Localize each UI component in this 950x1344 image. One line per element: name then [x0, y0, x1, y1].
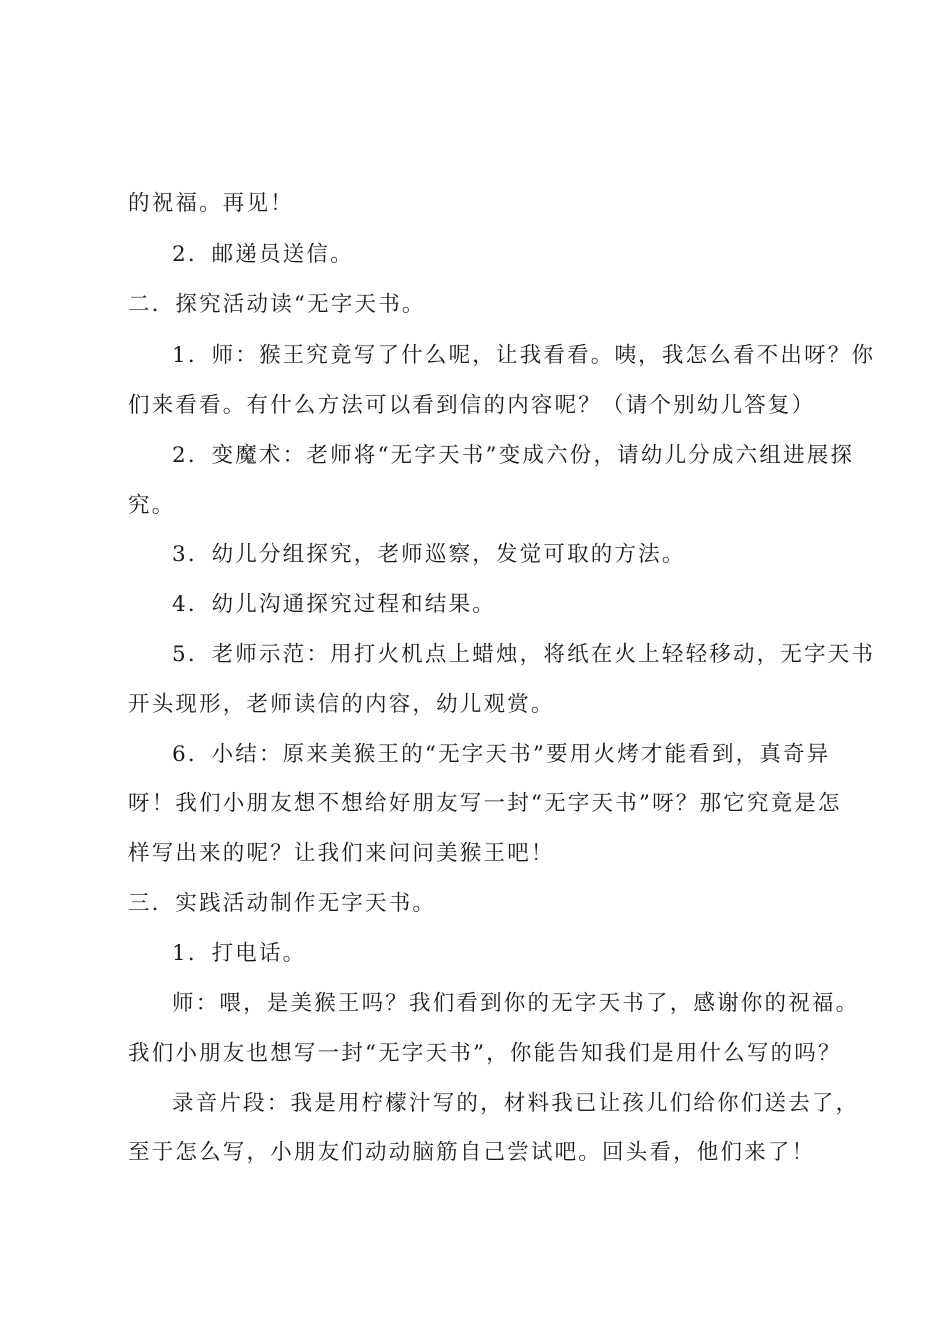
paragraph-line: 录音片段：我是用柠檬汁写的，材料我已让孩儿们给你们送去了， [172, 1091, 860, 1116]
list-item: 2．邮递员送信。 [172, 242, 354, 267]
text-line: 们来看看。有什么方法可以看到信的内容呢？（请个别幼儿答复） [128, 393, 816, 418]
list-item: 3．幼儿分组探究，老师巡察，发觉可取的方法。 [172, 542, 686, 567]
text-line: 究。 [128, 493, 176, 518]
section-heading: 三．实践活动制作无字天书。 [128, 891, 437, 916]
paragraph-line: 师：喂，是美猴王吗？我们看到你的无字天书了，感谢你的祝福。 [172, 991, 860, 1016]
list-item: 1．师：猴王究竟写了什么呢，让我看看。咦，我怎么看不出呀？你 [172, 343, 876, 368]
list-item: 1．打电话。 [172, 941, 307, 966]
list-item: 4．幼儿沟通探究过程和结果。 [172, 592, 496, 617]
text-line: 我们小朋友也想写一封“无字天书”，你能告知我们是用什么写的吗？ [128, 1041, 842, 1066]
list-item: 5．老师示范：用打火机点上蜡烛，将纸在火上轻轻移动，无字天书 [172, 642, 876, 667]
text-line: 呀！我们小朋友想不想给好朋友写一封“无字天书”呀？那它究竟是怎 [128, 791, 842, 816]
text-line: 开头现形，老师读信的内容，幼儿观赏。 [128, 692, 555, 717]
list-item: 6．小结：原来美猴王的“无字天书”要用火烤才能看到，真奇异 [172, 742, 831, 767]
text-line: 样写出来的呢？让我们来问问美猴王吧！ [128, 841, 555, 866]
list-item: 2．变魔术：老师将“无字天书”变成六份，请幼儿分成六组进展探 [172, 443, 855, 468]
text-line: 至于怎么写，小朋友们动动脑筋自己尝试吧。回头看，他们来了！ [128, 1140, 816, 1165]
text-line: 的祝福。再见！ [128, 191, 294, 216]
section-heading: 二．探究活动读“无字天书。 [128, 292, 426, 317]
